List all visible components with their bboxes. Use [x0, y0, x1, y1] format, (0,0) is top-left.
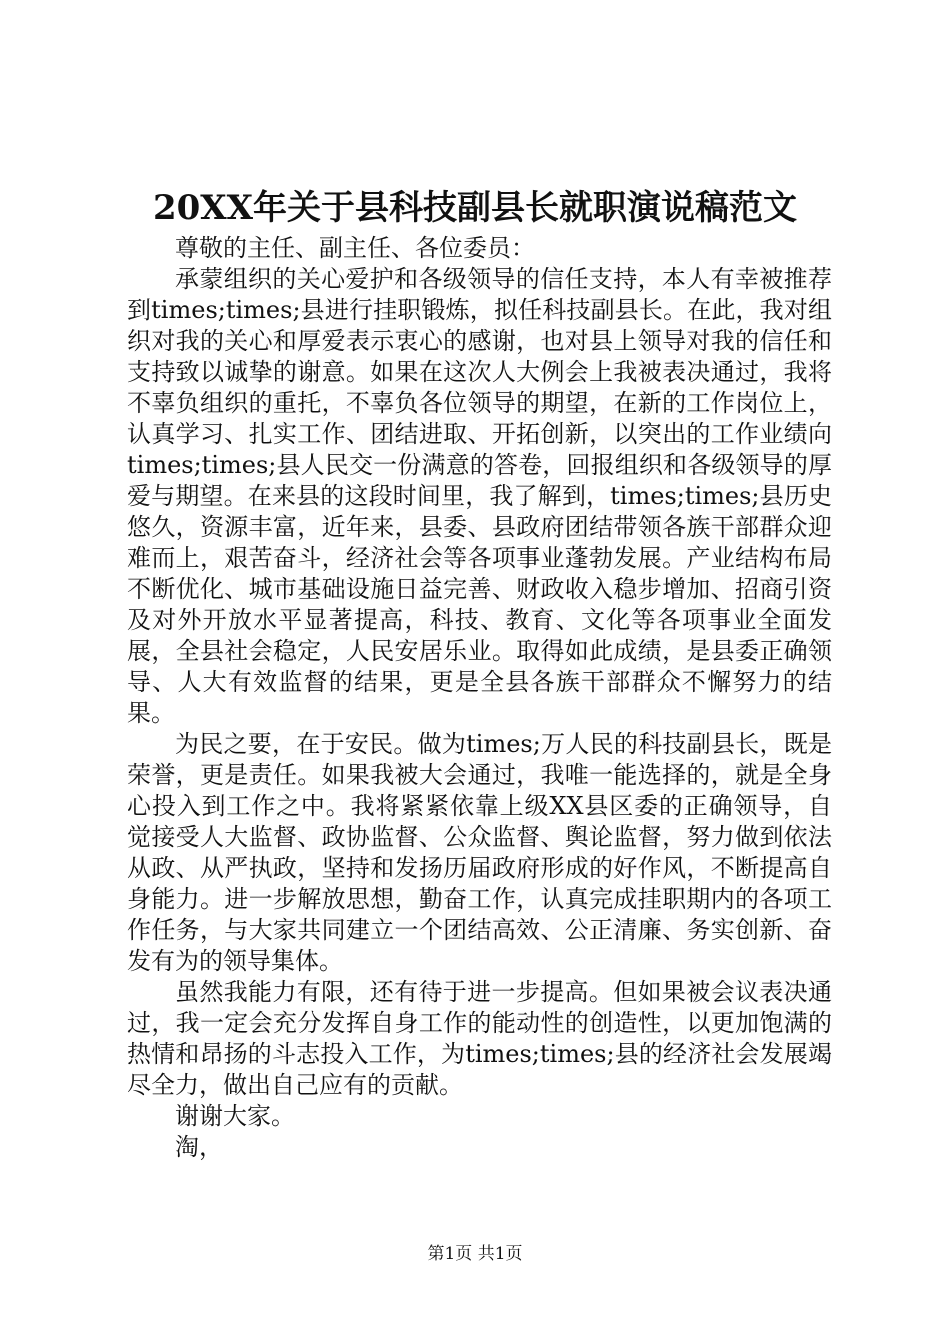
trailing-paragraph: 淘，	[175, 1133, 223, 1161]
page-footer: 第1页 共1页	[427, 1244, 523, 1264]
body-paragraph: 承蒙组织的关心爱护和各级领导的信任支持，本人有幸被推荐到times;times;县进行挂职锻炼，拟任科技副县长。在此，我对组织对我的关心和厚爱表示衷心的感谢，也对县上领导对我的信任和支持致以诚挚的谢意。如果在这次人大例会上我被表决通过，我将不辜负组织的重托，不辜负各位领导的期望，在新的工作岗位上，认真学习、扎实工作、团结进取、开拓创新，以突出的工作业绩向times;times;县人民交一份满意的答卷，回报组织和各级领导的厚爱与期望。在来县的这段时间里，我了解到，times;times;县历史悠久，资源丰富，近年来，县委、县政府团结带领各族干部群众迎难而上，艰苦奋斗，经济社会等各项事业蓬勃发展。产业结构布局不断优化、城市基础设施日益完善、财政收入稳步增加、招商引资及对外开放水平显著提高，科技、教育、文化等各项事业全面发展，全县社会稳定，人民安居乐业。取得如此成绩，是县委正确领导、人大有效监督的结果，更是全县各族干部群众不懈努力的结果。	[127, 265, 832, 727]
body-paragraph: 虽然我能力有限，还有待于进一步提高。但如果被会议表决通过，我一定会充分发挥自身工作的能动性的创造性，以更加饱满的热情和昂扬的斗志投入工作，为times;times;县的经济社会发展竭尽全力，做出自己应有的贡献。	[127, 978, 832, 1099]
salutation-paragraph: 尊敬的主任、副主任、各位委员：	[175, 234, 535, 262]
body-paragraph: 为民之要，在于安民。做为times;万人民的科技副县长，既是荣誉，更是责任。如果我被大会通过，我唯一能选择的，就是全身心投入到工作之中。我将紧紧依靠上级XX县区委的正确领导，自觉接受人大监督、政协监督、公众监督、舆论监督，努力做到依法从政、从严执政，坚持和发扬历届政府形成的好作风，不断提高自身能力。进一步解放思想，勤奋工作，认真完成挂职期内的各项工作任务，与大家共同建立一个团结高效、公正清廉、务实创新、奋发有为的领导集体。	[127, 730, 832, 975]
closing-paragraph: 谢谢大家。	[175, 1102, 295, 1130]
document-title: 20XX年关于县科技副县长就职演说稿范文	[152, 188, 798, 228]
document-body	[127, 233, 832, 1163]
